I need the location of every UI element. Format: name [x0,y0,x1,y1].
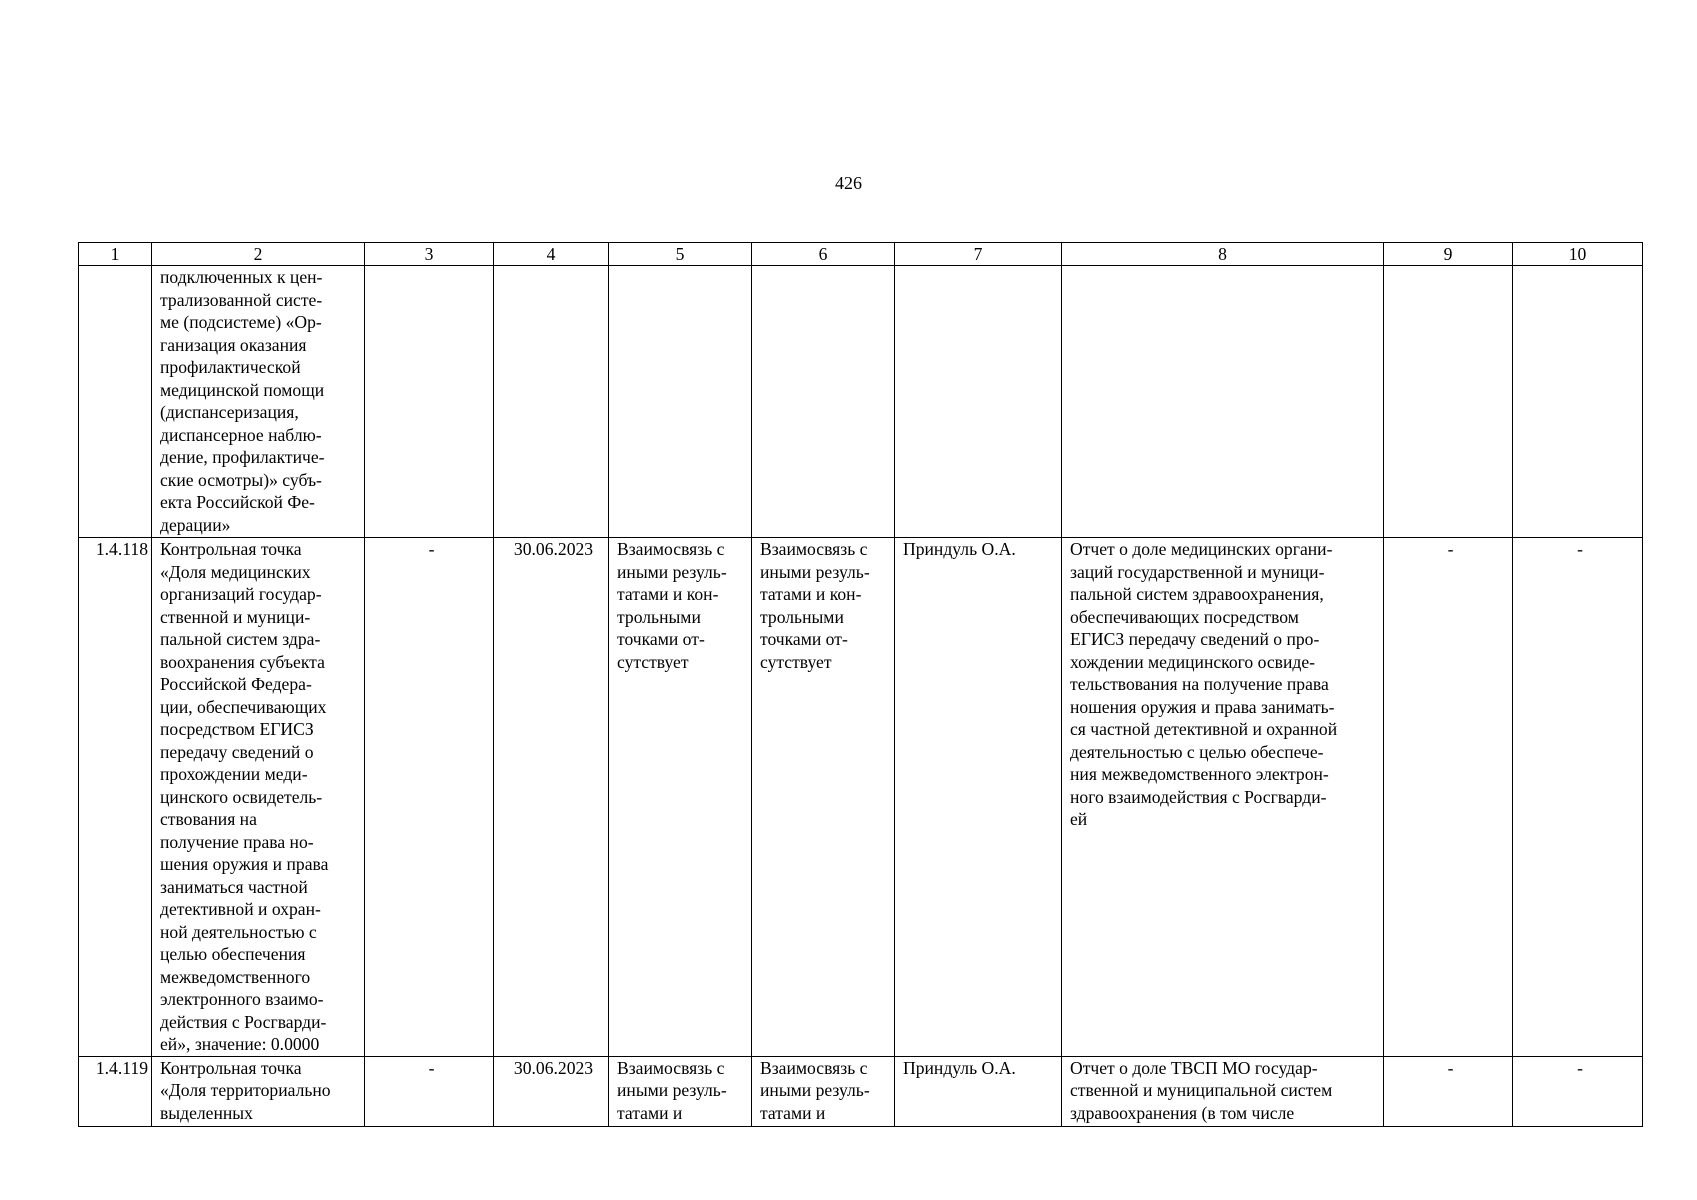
document-cell: Отчет о доле медицинских органи- заций государственной и муници- пальной систем здравоохранения, обеспечивающих посредством ЕГИСЗ передачу сведений о про- хождении медицинского освиде- тельствования на получение права ношения оружия и права занимать- ся частной детективной и охранной деятельностью с целью обеспече- ния межведомственного электрон- ного взаимодействия с Росгварди- ей [1062,538,1384,1057]
date-cell: 30.06.2023 [494,538,609,1057]
column-header-8: 8 [1062,243,1384,266]
relation-results-cell [609,266,752,538]
column-3-cell [365,266,494,538]
relation-results-cell: Взаимосвязь с иными резуль- татами и [609,1056,752,1126]
column-9-cell [1384,266,1513,538]
date-cell: 30.06.2023 [494,1056,609,1126]
column-9-cell: - [1384,538,1513,1057]
column-10-cell [1513,266,1643,538]
relation-checkpoints-cell [752,266,895,538]
column-header-7: 7 [895,243,1062,266]
column-10-cell: - [1513,1056,1643,1126]
relation-checkpoints-cell: Взаимосвязь с иными резуль- татами и кон- трольными точками от- сутствует [752,538,895,1057]
document-table [78,242,1643,1127]
column-header-9: 9 [1384,243,1513,266]
row-number-cell: 1.4.119 [79,1056,152,1126]
table-row [79,1056,1643,1126]
page-number: 426 [835,173,862,193]
column-3-cell: - [365,1056,494,1126]
column-header-5: 5 [609,243,752,266]
row-number-cell: 1.4.118 [79,538,152,1057]
description-cell: Контрольная точка «Доля территориально выделенных [152,1056,365,1126]
header-row [79,243,1643,266]
description-cell: Контрольная точка «Доля медицинских организаций государ- ственной и муници- пальной систем здра- воохранения субъекта Российской Федера- ции, обеспечивающих посредством ЕГИСЗ передачу сведений о прохождении меди- цинского освидетель- ствования на получение права но- шения оружия и права заниматься частной детективной и охран- ной деятельностью с целью обеспечения межведомственного электронного взаимо- действия с Росгварди- ей», значение: 0.0000 [152,538,365,1057]
responsible-cell [895,266,1062,538]
column-header-6: 6 [752,243,895,266]
responsible-cell: Приндуль О.А. [895,538,1062,1057]
column-9-cell: - [1384,1056,1513,1126]
column-header-10: 10 [1513,243,1643,266]
document-cell: Отчет о доле ТВСП МО государ- ственной и муниципальной систем здравоохранения (в том числе [1062,1056,1384,1126]
table-row [79,538,1643,1057]
column-header-4: 4 [494,243,609,266]
document-cell [1062,266,1384,538]
column-10-cell: - [1513,538,1643,1057]
column-header-1: 1 [79,243,152,266]
responsible-cell: Приндуль О.А. [895,1056,1062,1126]
table-row [79,266,1643,538]
date-cell [494,266,609,538]
relation-results-cell: Взаимосвязь с иными резуль- татами и кон- трольными точками от- сутствует [609,538,752,1057]
column-3-cell: - [365,538,494,1057]
column-header-3: 3 [365,243,494,266]
row-number-cell [79,266,152,538]
description-cell: подключенных к цен- трализованной систе- ме (подсистеме) «Ор- ганизация оказания профилактической медицинской помощи (диспансеризация, диспансерное наблю- дение, профилактиче- ские осмотры)» субъ- екта Российской Фе- дерации» [152,266,365,538]
column-header-2: 2 [152,243,365,266]
relation-checkpoints-cell: Взаимосвязь с иными резуль- татами и [752,1056,895,1126]
